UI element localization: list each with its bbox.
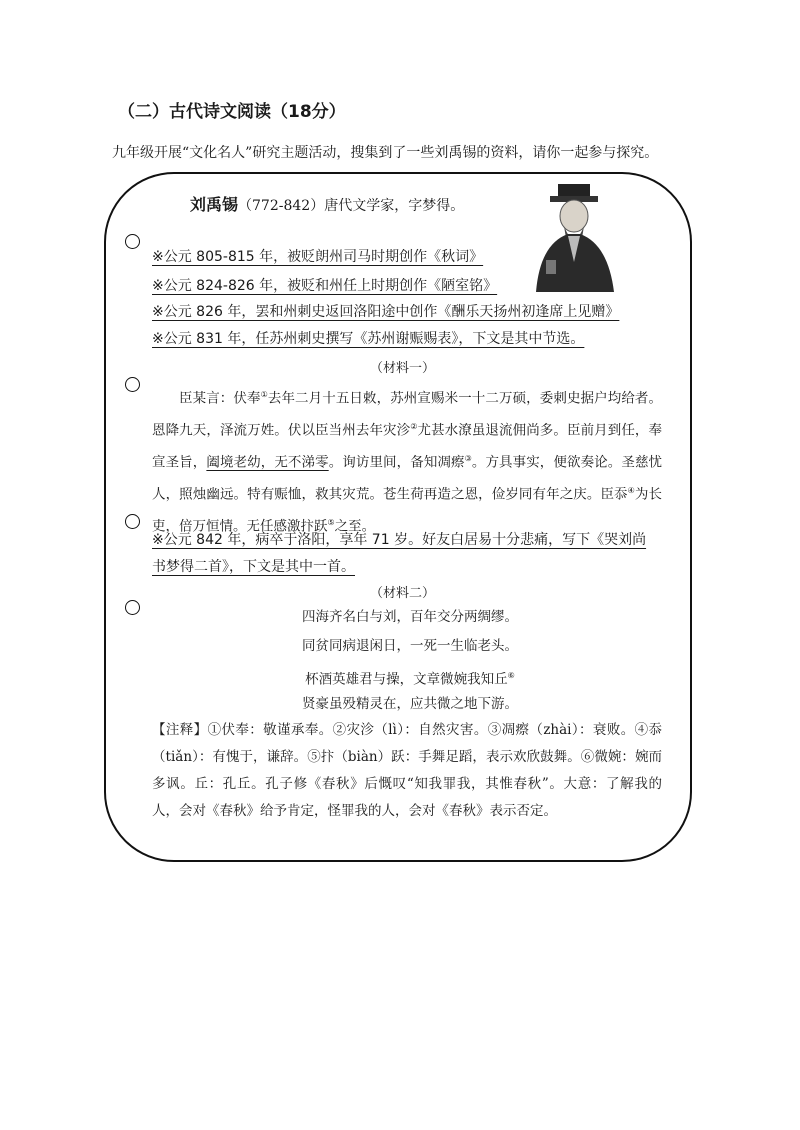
text-span: 为长吏，倍万恒情。无任感激抃跃 <box>152 486 663 535</box>
profile-line <box>190 192 464 215</box>
poem-line <box>0 661 800 690</box>
footnote-mark: ④ <box>627 486 635 495</box>
text-span: 尤甚水潦虽退流佣尚多。臣前月到任，奉宣圣旨， <box>152 422 663 471</box>
poem-line: 四海齐名白与刘，百年交分两绸缪。 <box>302 609 518 625</box>
section-title: （二）古代诗文阅读（18分） <box>118 102 346 122</box>
footnote-mark: ① <box>260 390 268 399</box>
footnote-mark: ③ <box>464 454 472 463</box>
text-span: 。方具事实，便欲奏论。圣慈忧人，照烛幽远。特有赈恤，救其灾荒。苍生荷再造之恩，俭岁同有年之庆。臣忝 <box>152 454 663 503</box>
timeline-event: ※公元 826 年，罢和州刺史返回洛阳途中创作《酬乐天扬州初逢席上见赠》 <box>152 304 620 320</box>
poem-line: 同贫同病退闲日，一死一生临老头。 <box>302 638 518 654</box>
timeline-event: 书梦得二首》，下文是其中一首。 <box>152 559 355 575</box>
timeline-event: ※公元 824-826 年，被贬和州任上时期创作《陋室铭》 <box>152 278 498 294</box>
footnote-mark: ② <box>410 422 418 431</box>
intro-text: 九年级开展“文化名人”研究主题活动，搜集到了一些刘禹锡的资料，请你一起参与探究。 <box>112 145 659 161</box>
footnote-mark: ⑤ <box>327 518 335 527</box>
timeline-event: ※公元 805-815 年，被贬朗州司马时期创作《秋词》 <box>152 249 484 265</box>
footnote-mark: ⑥ <box>507 671 515 680</box>
author-name: 刘禹锡 <box>190 195 239 214</box>
poem <box>0 603 800 719</box>
binder-hole <box>125 377 140 392</box>
underlined-phrase: 阖境老幼，无不涕零 <box>206 454 329 471</box>
author-portrait <box>528 182 620 292</box>
text-span: 。询访里间，备知凋瘵 <box>328 454 465 471</box>
text-span: 之至。 <box>334 518 376 535</box>
text-span: 杯酒英雄君与操，文章微婉我知丘 <box>305 671 508 688</box>
material1-text <box>152 381 662 541</box>
binder-hole <box>125 514 140 529</box>
material1-title: （材料一） <box>370 361 436 376</box>
annotation-notes: 【注释】①伏奉：敬谨承奉。②灾沴（lì）：自然灾害。③凋瘵（zhài）：衰败。④忝（tiǎn）：有愧于，谦辞。⑤抃（biàn）跃：手舞足蹈，表示欢欣鼓舞。⑥微婉：婉而多讽。丘：孔丘。孔子修《春秋》后慨叹“知我罪我，其惟春秋”。大意：了解我的人，会对《春秋》给予肯定，怪罪我的人，会对《春秋》表示否定。 <box>152 722 662 819</box>
timeline-event: ※公元 842 年，病卒于洛阳，享年 71 岁。好友白居易十分悲痛，写下《哭刘尚 <box>152 532 647 548</box>
poem-line: 贤豪虽殁精灵在，应共微之地下游。 <box>302 696 518 712</box>
author-info: （772-842）唐代文学家，字梦得。 <box>238 198 465 214</box>
timeline-event: ※公元 831 年，任苏州刺史撰写《苏州谢赈赐表》，下文是其中节选。 <box>152 331 585 347</box>
text-span: 去年二月十五日敕，苏州宣赐米一十二万硕，委刺史据户均给者。恩降九天，泽流万姓。伏以臣当州去年灾沴 <box>152 390 663 439</box>
binder-hole <box>125 234 140 249</box>
material2-title: （材料二） <box>370 586 436 601</box>
text-span: 臣某言：伏奉 <box>179 390 261 407</box>
